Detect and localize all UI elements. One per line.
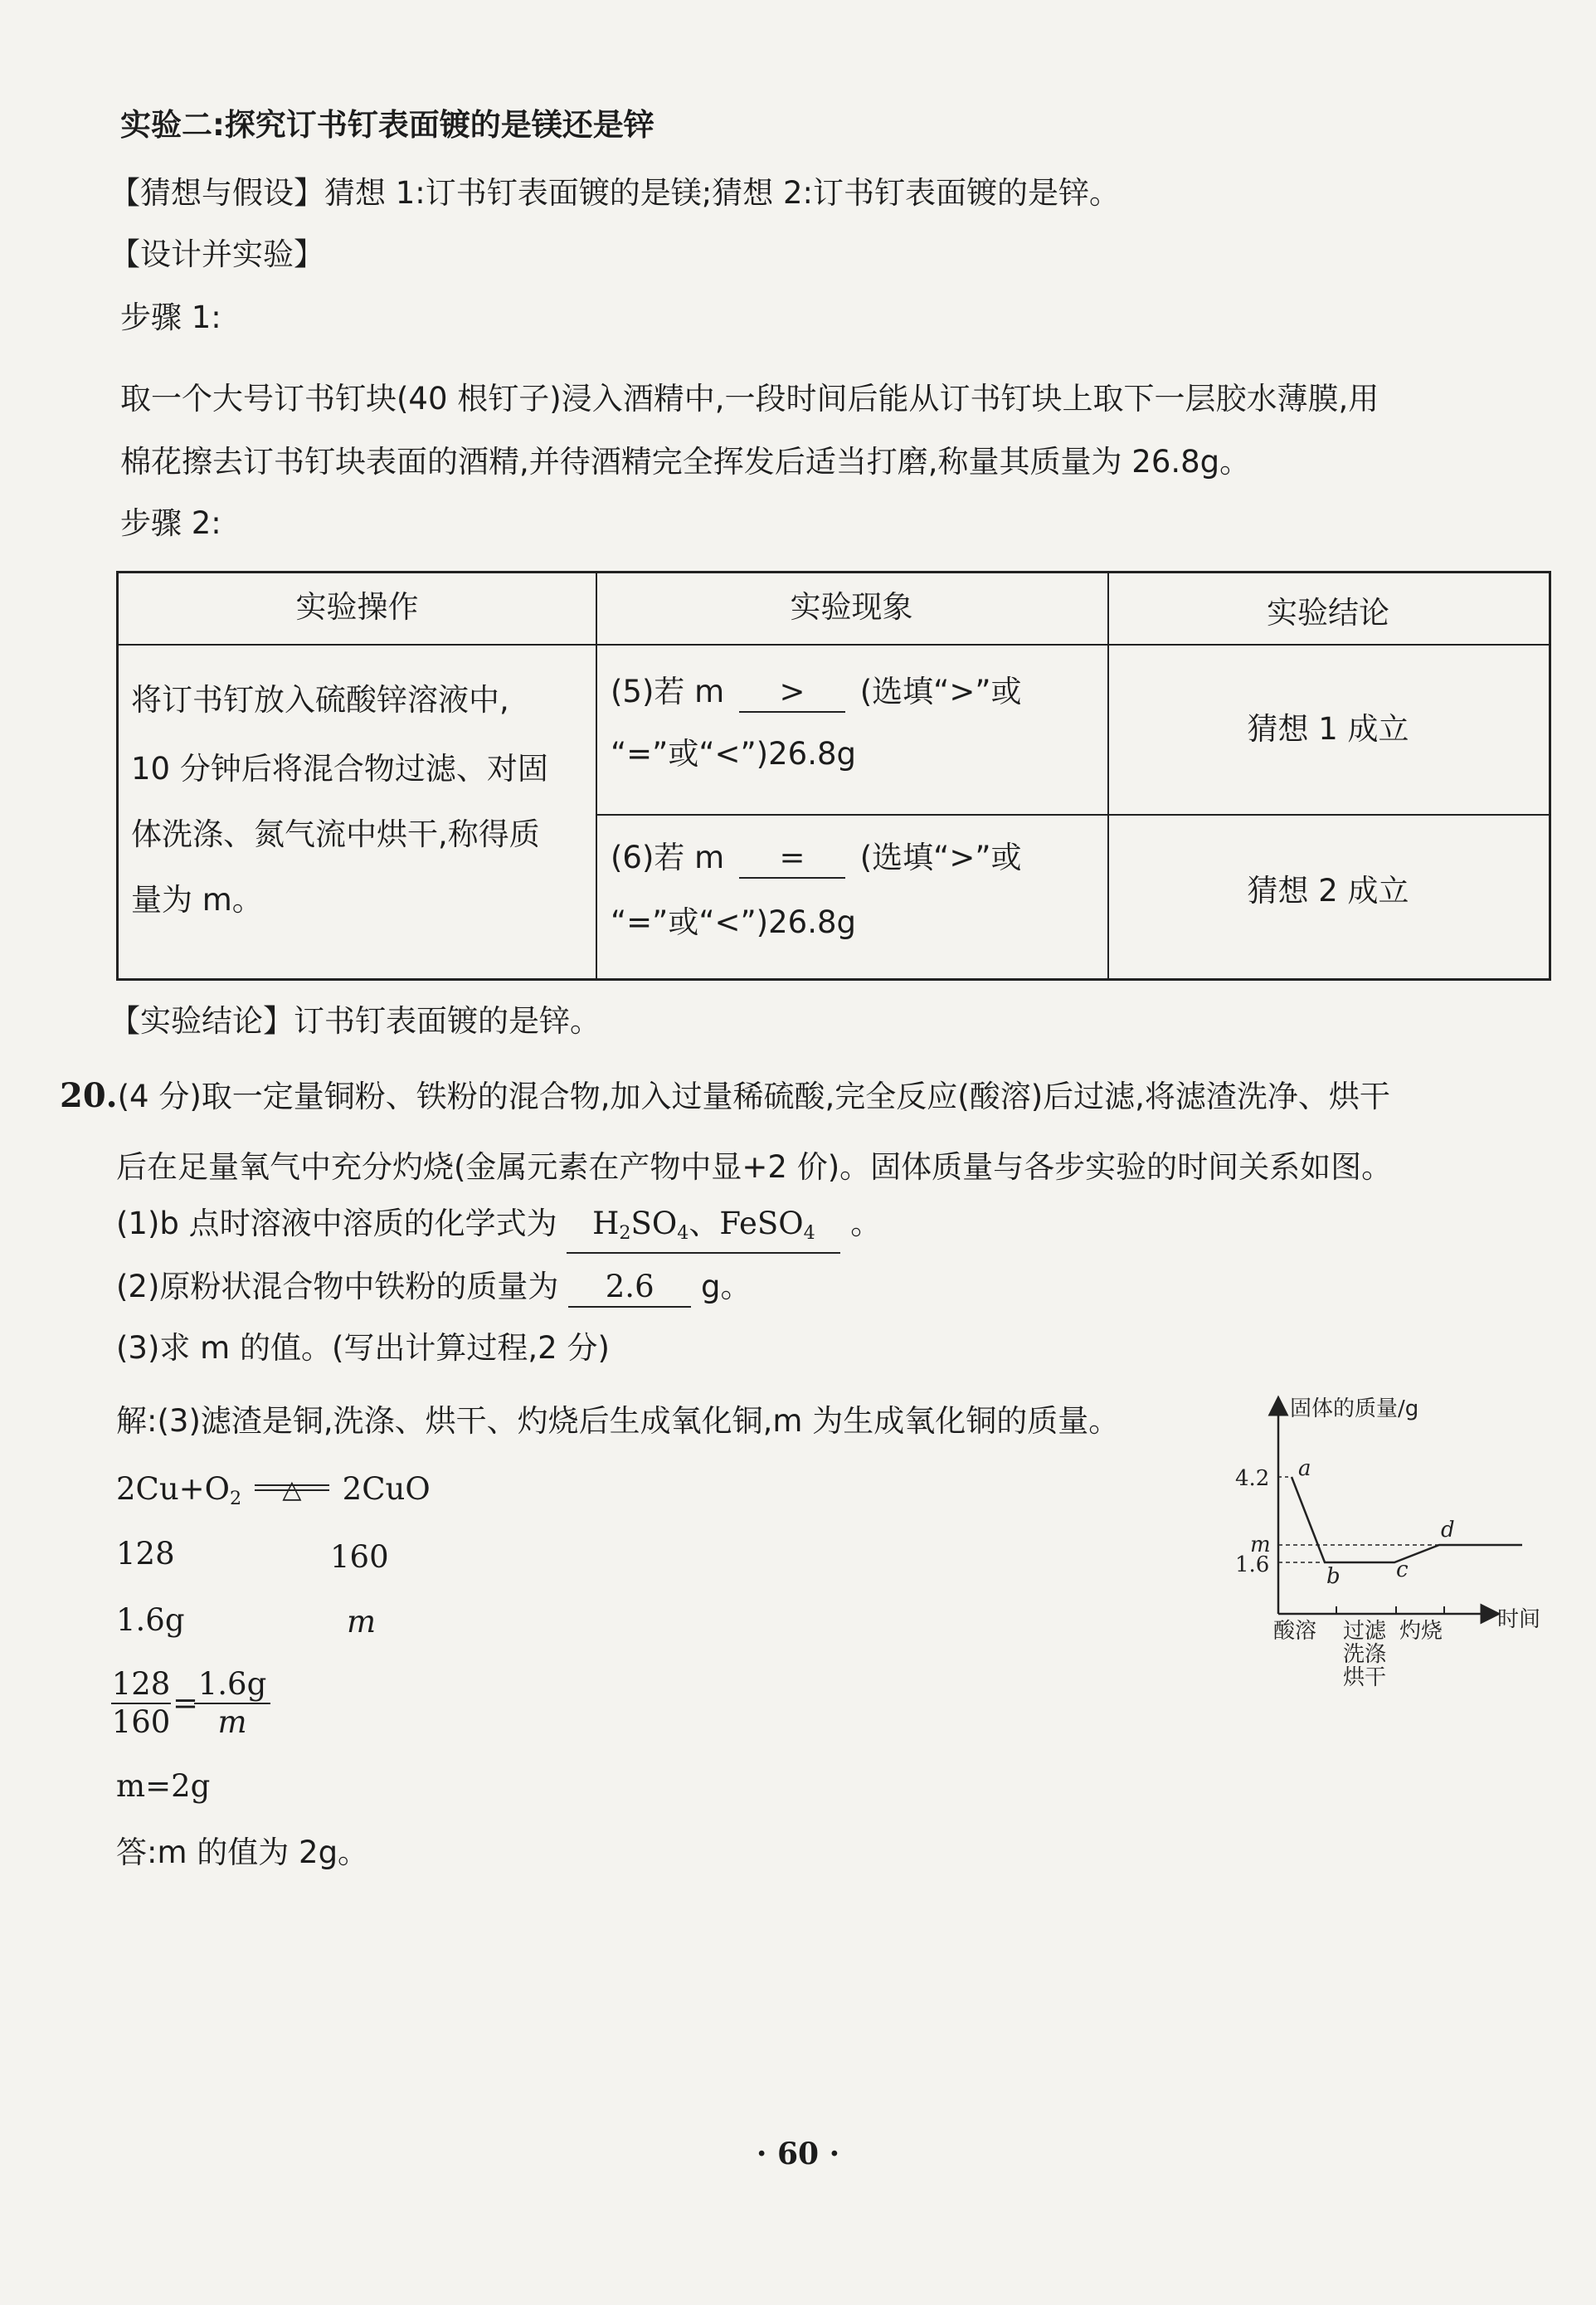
unknown-m: m [347,1604,377,1640]
point-a: a [1298,1456,1311,1481]
heat-condition: △ [282,1475,302,1504]
tick-1-6: 1.6 [1235,1552,1270,1577]
q20-sub1: (1)b 点时溶液中溶质的化学式为 $H_2SO_4$、FeSO$_4$ 。 [116,1205,881,1254]
step1-line1: 取一个大号订书钉块(40 根钉子)浸入酒精中,一段时间后能从订书钉块上取下一层胶水薄膜,用 [120,381,1379,417]
step1-line2: 棉花擦去订书钉块表面的酒精,并待酒精完全挥发后适当打磨,称量其质量为 26.8g。 [120,444,1251,480]
q20-sub3: (3)求 m 的值。(写出计算过程,2 分) [116,1330,610,1366]
q20-sub1-answer: $H_2SO_4$、FeSO$_4$ [567,1205,840,1254]
tick-m: m [1250,1533,1271,1557]
xseg-burn: 灼烧 [1399,1619,1443,1644]
fraction-equals: = [173,1685,199,1721]
design-heading: 【设计并实验】 [109,236,324,272]
xseg-acid: 酸溶 [1273,1619,1317,1644]
row1-phenomenon-line2: “=”或“<”)26.8g [611,736,856,772]
row1-answer: > [739,673,845,713]
graph-ylabel: 固体的质量/g [1290,1396,1419,1421]
solution-line1: 解:(3)滤渣是铜,洗涤、烘干、灼烧后生成氧化铜,m 为生成氧化铜的质量。 [116,1403,1120,1439]
page-number: · 60 · [756,2137,840,2171]
experiment-conclusion: 【实验结论】订书钉表面镀的是锌。 [109,1003,601,1039]
point-c: c [1396,1557,1409,1582]
operation-line-2: 10 分钟后将混合物过滤、对固 [131,751,548,787]
q20-line2: 后在足量氧气中充分灼烧(金属元素在产物中显+2 价)。固体质量与各步实验的时间关系如图。 [116,1149,1393,1185]
chemical-equation: $2Cu+O_2$ △ 2CuO [116,1471,431,1509]
xseg-wash: 洗涤 [1343,1642,1387,1667]
tick-4-2: 4.2 [1235,1466,1270,1491]
row2-phenomenon: (6)若 m = (选填“>”或 [611,839,1022,879]
header-conclusion: 实验结论 [1267,595,1389,631]
point-d: d [1441,1518,1455,1542]
graph-xlabel: 时间 [1497,1607,1541,1632]
experiment-2-title: 实验二:探究订书钉表面镀的是镁还是锌 [120,107,654,143]
q20-sub2-answer: 2.6 [568,1268,691,1308]
experiment-table [116,571,1551,981]
xseg-dry: 烘干 [1343,1665,1387,1690]
row1-phenomenon: (5)若 m > (选填“>”或 [611,673,1022,713]
row2-answer: = [739,839,845,879]
mass-160: 160 [330,1539,389,1575]
mass-curve [1292,1477,1522,1562]
step1-label: 步骤 1: [120,300,221,335]
mass-time-graph [1232,1394,1564,1690]
fraction-1-6g-m: $\frac{1.6g}{m}$ [194,1666,270,1741]
operation-line-3: 体洗涤、氮气流中烘干,称得质 [131,816,540,852]
header-phenomenon: 实验现象 [790,589,913,625]
xseg-filter: 过滤 [1343,1619,1387,1644]
header-operation: 实验操作 [295,589,419,625]
given-1-6g: 1.6g [116,1602,185,1638]
hypothesis: 【猜想与假设】猜想 1:订书钉表面镀的是镁;猜想 2:订书钉表面镀的是锌。 [109,175,1120,211]
step2-label: 步骤 2: [120,505,221,541]
row2-phenomenon-line2: “=”或“<”)26.8g [611,904,856,940]
row2-conclusion: 猜想 2 成立 [1247,873,1409,909]
point-b: b [1326,1564,1341,1589]
q20-sub2: (2)原粉状混合物中铁粉的质量为 2.6 g。 [116,1268,751,1308]
operation-line-1: 将订书钉放入硫酸锌溶液中, [131,682,509,718]
answer-line: 答:m 的值为 2g。 [116,1835,369,1870]
q20-line1: 20.(4 分)取一定量铜粉、铁粉的混合物,加入过量稀硫酸,完全反应(酸溶)后过滤,将滤渣洗净、烘干 [60,1076,1390,1115]
row1-conclusion: 猜想 1 成立 [1247,711,1409,747]
result-m: m=2g [116,1768,211,1804]
q20-number: 20. [60,1076,118,1115]
mass-128: 128 [116,1536,175,1572]
operation-line-4: 量为 m。 [131,882,263,918]
fraction-128-160: $\frac{128}{160}$ [111,1666,171,1740]
